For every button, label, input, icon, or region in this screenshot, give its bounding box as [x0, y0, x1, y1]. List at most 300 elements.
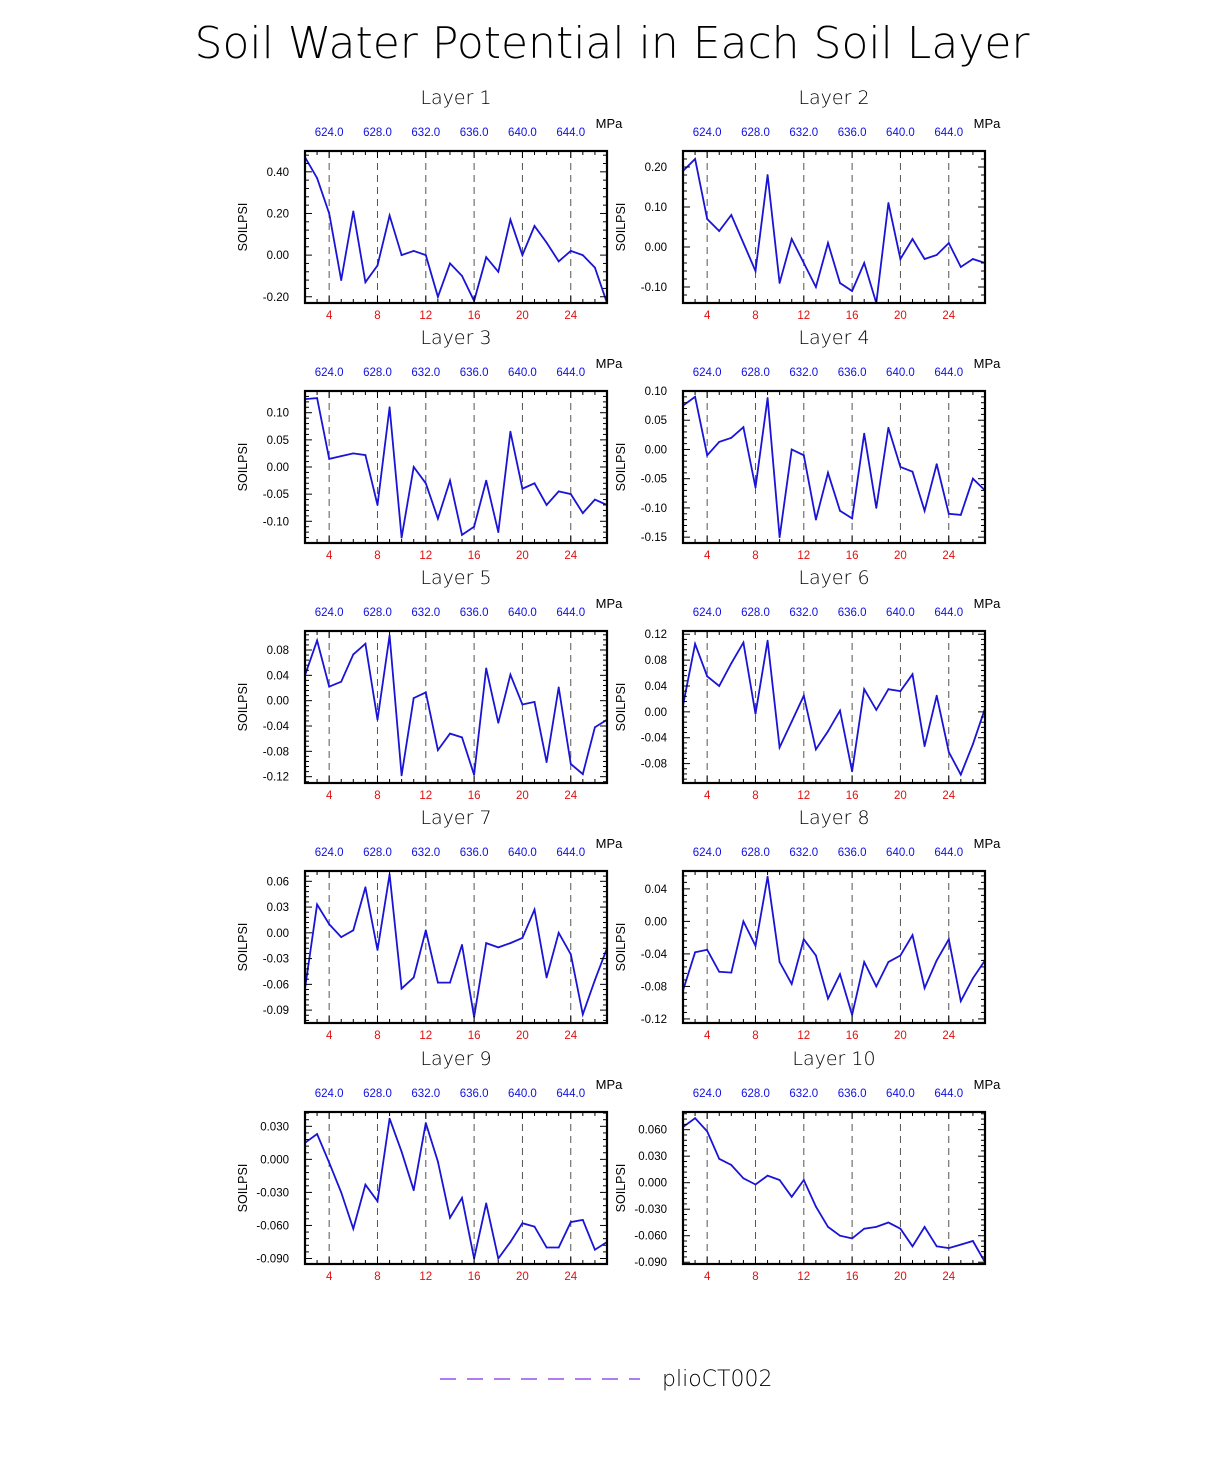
- y-tick-label: -0.090: [634, 1257, 667, 1270]
- data-point: [352, 929, 354, 931]
- panel-5: [236, 567, 623, 802]
- x-tick-label: 4: [703, 550, 711, 562]
- x-tick-label: 24: [564, 790, 578, 802]
- data-point: [888, 688, 890, 690]
- data-point: [558, 932, 560, 934]
- data-point: [718, 230, 720, 232]
- x-tick-label: 20: [894, 790, 907, 802]
- unit-label: MPa: [595, 836, 623, 851]
- x-tick-label: 16: [467, 1271, 481, 1283]
- data-point: [791, 1196, 793, 1198]
- data-point: [401, 1151, 403, 1153]
- data-point: [755, 270, 757, 272]
- data-point: [827, 1226, 829, 1228]
- y-axis-label: SOILPSI: [236, 1163, 250, 1213]
- x-tick-label: 8: [752, 310, 759, 322]
- data-point: [694, 643, 696, 645]
- y-tick-label: 0.40: [266, 166, 289, 179]
- top-tick-label: 644.0: [556, 847, 586, 859]
- data-point: [791, 238, 793, 240]
- y-tick-label: 0.030: [638, 1151, 667, 1164]
- data-point: [485, 480, 487, 482]
- data-point: [497, 271, 499, 273]
- y-tick-label: -0.10: [640, 502, 667, 515]
- data-point: [827, 242, 829, 244]
- data-point: [706, 949, 708, 951]
- top-tick-label: 644.0: [556, 607, 586, 619]
- data-point: [340, 681, 342, 683]
- data-point: [497, 1258, 499, 1260]
- data-point: [461, 275, 463, 277]
- x-tick-label: 12: [797, 550, 811, 562]
- x-tick-label: 20: [894, 310, 907, 322]
- legend: [440, 1367, 772, 1392]
- top-tick-label: 640.0: [886, 1088, 915, 1100]
- x-tick-label: 8: [752, 550, 759, 562]
- data-point: [730, 214, 732, 216]
- top-tick-label: 644.0: [934, 847, 964, 859]
- data-point: [815, 1206, 817, 1208]
- data-line-10: [683, 1118, 985, 1262]
- top-tick-label: 632.0: [789, 607, 819, 619]
- top-tick-label: 632.0: [411, 127, 441, 139]
- data-point: [936, 254, 938, 256]
- x-tick-label: 24: [942, 310, 956, 322]
- data-point: [594, 499, 596, 501]
- data-point: [900, 1228, 902, 1230]
- data-point: [912, 238, 914, 240]
- data-point: [863, 961, 865, 963]
- y-axis-label: SOILPSI: [236, 922, 250, 972]
- data-point: [863, 1228, 865, 1230]
- y-tick-label: 0.00: [644, 706, 667, 719]
- data-point: [694, 1117, 696, 1119]
- data-point: [779, 536, 781, 538]
- data-point: [365, 643, 367, 645]
- data-point: [851, 771, 853, 773]
- top-tick-label: 628.0: [741, 127, 770, 139]
- data-point: [924, 1226, 926, 1228]
- data-point: [730, 662, 732, 664]
- data-point: [377, 265, 379, 267]
- data-point: [425, 254, 427, 256]
- data-point: [340, 936, 342, 938]
- x-tick-label: 20: [516, 1030, 529, 1042]
- panel-title: Layer 2: [798, 87, 870, 109]
- y-axis-label: SOILPSI: [614, 442, 628, 492]
- x-tick-label: 12: [419, 1271, 433, 1283]
- x-tick-label: 4: [703, 1271, 711, 1283]
- data-point: [730, 972, 732, 974]
- panel-title: Layer 9: [420, 1048, 492, 1070]
- y-tick-label: -0.08: [640, 981, 667, 994]
- top-tick-label: 644.0: [934, 127, 964, 139]
- data-point: [413, 697, 415, 699]
- data-point: [936, 463, 938, 465]
- top-tick-label: 624.0: [692, 847, 722, 859]
- y-tick-label: 0.04: [644, 883, 667, 896]
- data-point: [522, 937, 524, 939]
- panel-title: Layer 4: [798, 327, 870, 349]
- data-point: [570, 1221, 572, 1223]
- data-point: [522, 254, 524, 256]
- data-point: [352, 453, 354, 455]
- top-tick-label: 640.0: [886, 847, 915, 859]
- data-point: [582, 1014, 584, 1016]
- x-tick-label: 12: [797, 1271, 811, 1283]
- data-point: [730, 1164, 732, 1166]
- top-tick-label: 624.0: [314, 127, 344, 139]
- top-tick-label: 632.0: [789, 847, 819, 859]
- data-point: [706, 454, 708, 456]
- x-tick-label: 8: [752, 1271, 759, 1283]
- top-tick-label: 628.0: [363, 847, 392, 859]
- x-tick-label: 16: [467, 790, 481, 802]
- x-tick-label: 8: [752, 1030, 759, 1042]
- data-point: [328, 686, 330, 688]
- y-tick-label: 0.05: [266, 434, 289, 447]
- data-point: [900, 690, 902, 692]
- data-point: [924, 745, 926, 747]
- data-point: [767, 640, 769, 642]
- x-tick-label: 12: [419, 550, 433, 562]
- data-point: [767, 1175, 769, 1177]
- data-point: [485, 1203, 487, 1205]
- data-point: [936, 1245, 938, 1247]
- data-point: [960, 774, 962, 776]
- top-tick-label: 628.0: [741, 367, 770, 379]
- top-tick-label: 632.0: [789, 367, 819, 379]
- y-tick-label: 0.00: [266, 462, 289, 474]
- data-point: [815, 519, 817, 521]
- x-tick-label: 20: [516, 550, 529, 562]
- y-tick-label: 0.20: [266, 208, 289, 221]
- top-tick-label: 624.0: [692, 1088, 722, 1100]
- top-tick-label: 628.0: [741, 1088, 770, 1100]
- top-tick-label: 640.0: [508, 367, 537, 379]
- y-axis-label: SOILPSI: [614, 1163, 628, 1213]
- data-point: [365, 281, 367, 283]
- x-tick-label: 16: [845, 790, 859, 802]
- data-point: [437, 518, 439, 520]
- data-point: [546, 977, 548, 979]
- y-axis-label: SOILPSI: [236, 682, 250, 732]
- top-tick-label: 628.0: [363, 127, 392, 139]
- data-point: [497, 722, 499, 724]
- data-point: [718, 441, 720, 443]
- top-tick-label: 636.0: [837, 127, 867, 139]
- data-point: [340, 279, 342, 281]
- data-point: [863, 262, 865, 264]
- x-tick-label: 16: [467, 550, 481, 562]
- y-tick-label: 0.000: [638, 1177, 667, 1190]
- data-point: [473, 774, 475, 776]
- y-tick-label: -0.08: [640, 758, 667, 771]
- y-tick-label: 0.10: [266, 407, 289, 420]
- top-tick-label: 624.0: [692, 607, 722, 619]
- top-tick-label: 624.0: [314, 1088, 344, 1100]
- data-point: [425, 482, 427, 484]
- y-tick-label: 0.06: [266, 876, 289, 889]
- data-point: [803, 938, 805, 940]
- y-tick-label: -0.030: [634, 1204, 667, 1217]
- legend-label: plioCT002: [662, 1367, 773, 1392]
- data-point: [546, 504, 548, 506]
- y-tick-label: 0.12: [644, 629, 667, 642]
- data-point: [743, 242, 745, 244]
- top-tick-label: 636.0: [837, 847, 867, 859]
- panel-9: [236, 1048, 623, 1283]
- data-point: [924, 510, 926, 512]
- unit-label: MPa: [973, 596, 1001, 611]
- data-point: [437, 296, 439, 298]
- data-point: [449, 480, 451, 482]
- y-tick-label: 0.10: [644, 386, 667, 398]
- y-axis-label: SOILPSI: [236, 442, 250, 492]
- data-point: [401, 254, 403, 256]
- data-point: [437, 1161, 439, 1163]
- x-tick-label: 16: [845, 550, 859, 562]
- plot-frame: [683, 871, 985, 1023]
- data-point: [558, 491, 560, 493]
- y-tick-label: 0.10: [644, 202, 667, 214]
- data-point: [706, 1131, 708, 1133]
- x-tick-label: 12: [419, 1030, 433, 1042]
- panel-title: Layer 6: [798, 567, 870, 589]
- y-tick-label: -0.04: [262, 721, 289, 733]
- data-point: [340, 1192, 342, 1194]
- data-point: [413, 466, 415, 468]
- top-tick-label: 640.0: [886, 607, 915, 619]
- x-tick-label: 8: [374, 550, 381, 562]
- x-tick-label: 16: [467, 310, 481, 322]
- data-point: [803, 695, 805, 697]
- data-point: [948, 1247, 950, 1249]
- data-line-3: [305, 398, 607, 537]
- data-point: [767, 876, 769, 878]
- data-point: [485, 668, 487, 670]
- y-tick-label: -0.060: [256, 1220, 289, 1233]
- data-point: [960, 266, 962, 268]
- data-point: [803, 262, 805, 264]
- y-tick-label: -0.20: [262, 291, 289, 304]
- data-point: [485, 942, 487, 944]
- data-point: [534, 225, 536, 227]
- data-point: [863, 688, 865, 690]
- x-tick-label: 8: [374, 310, 381, 322]
- panel-title: Layer 3: [420, 327, 492, 349]
- x-tick-label: 4: [703, 790, 711, 802]
- data-point: [755, 713, 757, 715]
- x-tick-label: 24: [942, 1030, 956, 1042]
- data-point: [972, 977, 974, 979]
- data-point: [912, 1245, 914, 1247]
- data-point: [972, 743, 974, 745]
- data-point: [558, 261, 560, 263]
- data-point: [924, 258, 926, 260]
- data-point: [924, 987, 926, 989]
- data-point: [694, 951, 696, 953]
- data-point: [888, 1222, 890, 1224]
- data-point: [461, 737, 463, 739]
- data-point: [510, 219, 512, 221]
- x-tick-label: 24: [564, 310, 578, 322]
- data-point: [972, 258, 974, 260]
- panel-6: [614, 567, 1001, 802]
- data-point: [316, 640, 318, 642]
- data-point: [437, 982, 439, 984]
- x-tick-label: 4: [325, 1271, 333, 1283]
- x-tick-label: 20: [516, 310, 529, 322]
- plot-frame: [305, 871, 607, 1023]
- top-tick-label: 624.0: [314, 367, 344, 379]
- data-point: [582, 254, 584, 256]
- y-tick-label: -0.030: [256, 1187, 289, 1200]
- top-tick-label: 640.0: [886, 367, 915, 379]
- data-point: [534, 701, 536, 703]
- y-tick-label: 0.030: [260, 1121, 289, 1134]
- data-point: [888, 961, 890, 963]
- data-point: [316, 397, 318, 399]
- data-point: [534, 1226, 536, 1228]
- data-point: [485, 256, 487, 258]
- y-tick-label: 0.20: [644, 162, 667, 174]
- x-tick-label: 8: [752, 790, 759, 802]
- x-tick-label: 12: [797, 1030, 811, 1042]
- data-point: [522, 1222, 524, 1224]
- y-tick-label: 0.04: [266, 670, 289, 683]
- x-tick-label: 16: [845, 310, 859, 322]
- top-tick-label: 628.0: [363, 607, 392, 619]
- data-point: [558, 1247, 560, 1249]
- plot-frame: [683, 391, 985, 543]
- data-point: [912, 934, 914, 936]
- top-tick-label: 640.0: [508, 1088, 537, 1100]
- panel-title: Layer 1: [420, 87, 492, 109]
- top-tick-label: 640.0: [886, 127, 915, 139]
- data-point: [522, 704, 524, 706]
- data-point: [328, 923, 330, 925]
- data-point: [791, 983, 793, 985]
- top-tick-label: 624.0: [314, 607, 344, 619]
- panel-7: [236, 807, 623, 1042]
- data-point: [743, 1177, 745, 1179]
- x-tick-label: 4: [703, 1030, 711, 1042]
- top-tick-label: 644.0: [556, 127, 586, 139]
- data-point: [706, 675, 708, 677]
- data-point: [316, 177, 318, 179]
- y-tick-label: -0.04: [640, 948, 667, 961]
- x-tick-label: 24: [564, 550, 578, 562]
- top-tick-label: 632.0: [411, 607, 441, 619]
- data-point: [851, 518, 853, 520]
- data-point: [510, 942, 512, 944]
- y-tick-label: -0.060: [634, 1230, 667, 1243]
- top-tick-label: 644.0: [934, 607, 964, 619]
- y-tick-label: 0.04: [644, 680, 667, 693]
- data-point: [960, 514, 962, 516]
- data-point: [948, 242, 950, 244]
- data-point: [888, 202, 890, 204]
- data-line-5: [305, 635, 607, 775]
- data-point: [791, 449, 793, 451]
- x-tick-label: 24: [942, 790, 956, 802]
- figure-title: Soil Water Potential in Each Soil Layer: [194, 18, 1030, 69]
- x-tick-label: 4: [325, 1030, 333, 1042]
- data-point: [389, 1118, 391, 1120]
- top-tick-label: 624.0: [692, 367, 722, 379]
- y-axis-label: SOILPSI: [236, 202, 250, 252]
- y-tick-label: -0.08: [262, 746, 289, 759]
- data-point: [461, 534, 463, 536]
- data-point: [594, 1249, 596, 1251]
- top-tick-label: 636.0: [459, 1088, 489, 1100]
- data-point: [497, 531, 499, 533]
- x-tick-label: 4: [325, 550, 333, 562]
- data-point: [401, 537, 403, 539]
- data-point: [340, 455, 342, 457]
- y-tick-label: 0.08: [644, 655, 667, 668]
- top-tick-label: 632.0: [789, 1088, 819, 1100]
- data-point: [365, 454, 367, 456]
- data-point: [718, 685, 720, 687]
- data-point: [779, 747, 781, 749]
- data-point: [827, 730, 829, 732]
- data-point: [510, 674, 512, 676]
- data-point: [743, 642, 745, 644]
- panel-title: Layer 7: [420, 807, 492, 829]
- x-tick-label: 24: [564, 1271, 578, 1283]
- top-tick-label: 636.0: [459, 607, 489, 619]
- data-point: [558, 687, 560, 689]
- data-point: [582, 1219, 584, 1221]
- data-point: [972, 1240, 974, 1242]
- top-tick-label: 632.0: [789, 127, 819, 139]
- panel-2: [614, 87, 1001, 322]
- data-point: [425, 929, 427, 931]
- y-axis-label: SOILPSI: [614, 922, 628, 972]
- y-axis-label: SOILPSI: [614, 202, 628, 252]
- unit-label: MPa: [973, 116, 1001, 131]
- top-tick-label: 636.0: [459, 127, 489, 139]
- x-tick-label: 4: [325, 310, 333, 322]
- data-line-6: [683, 641, 985, 775]
- data-point: [377, 719, 379, 721]
- data-point: [767, 397, 769, 399]
- top-tick-label: 624.0: [314, 847, 344, 859]
- panel-title: Layer 5: [420, 567, 492, 589]
- data-point: [851, 1014, 853, 1016]
- panel-1: [236, 87, 623, 322]
- data-point: [352, 1228, 354, 1230]
- x-tick-label: 4: [325, 790, 333, 802]
- data-point: [352, 654, 354, 656]
- data-point: [449, 1217, 451, 1219]
- data-point: [972, 478, 974, 480]
- data-point: [755, 487, 757, 489]
- x-tick-label: 24: [942, 550, 956, 562]
- data-point: [900, 466, 902, 468]
- data-point: [534, 482, 536, 484]
- data-point: [815, 955, 817, 957]
- data-point: [839, 282, 841, 284]
- y-tick-label: 0.00: [644, 444, 667, 457]
- data-point: [875, 507, 877, 509]
- data-point: [389, 406, 391, 408]
- data-point: [497, 947, 499, 949]
- data-point: [694, 396, 696, 398]
- y-tick-label: -0.090: [256, 1253, 289, 1266]
